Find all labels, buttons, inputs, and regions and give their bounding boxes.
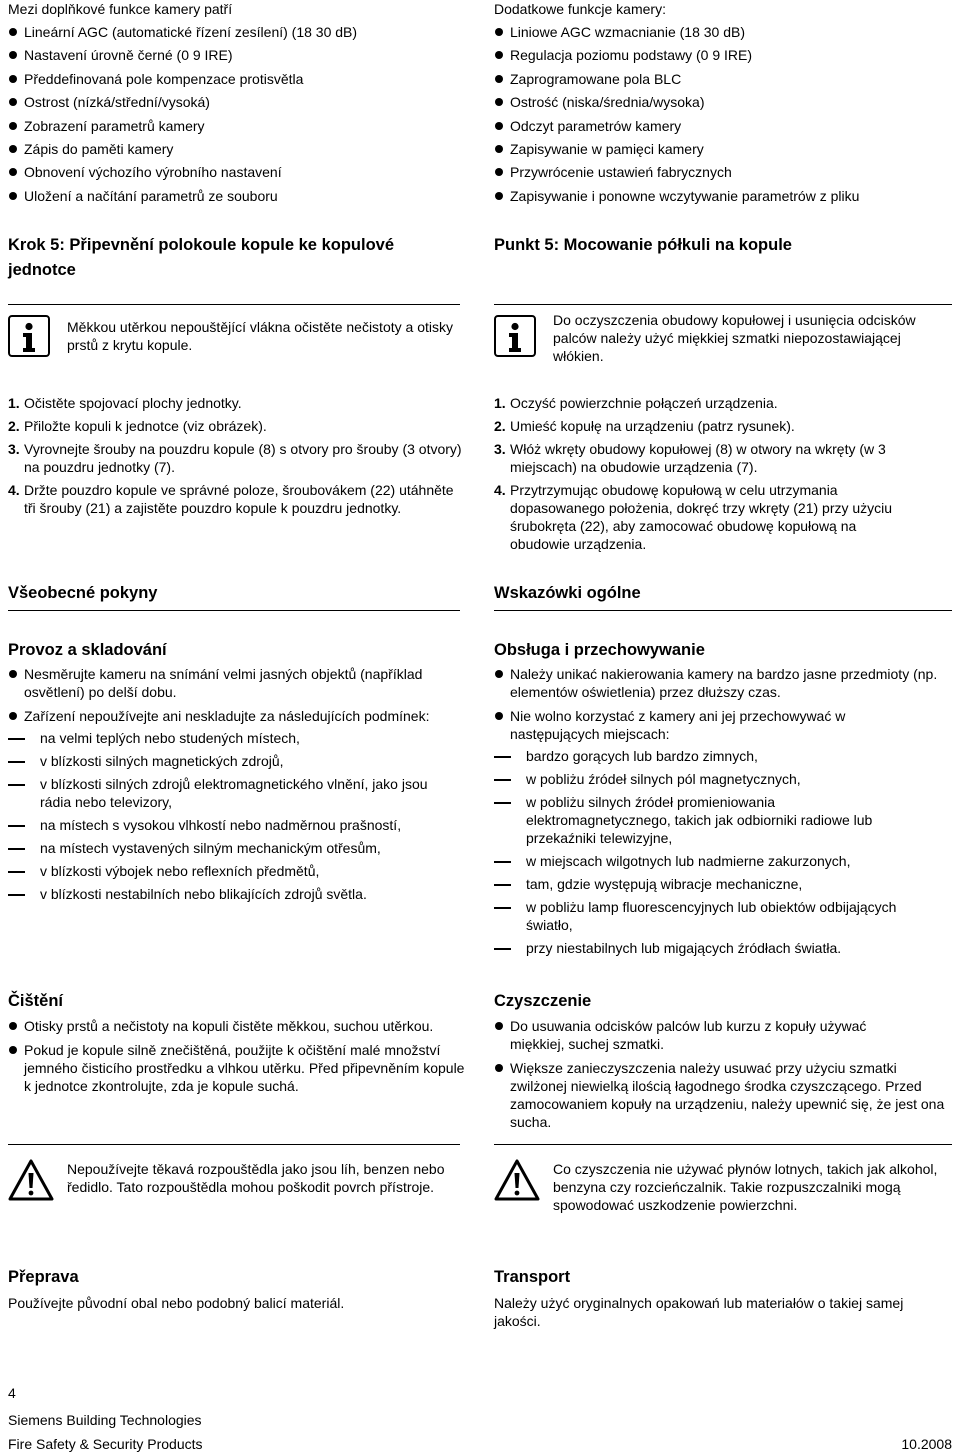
list-item: Otisky prstů a nečistoty na kopuli čistěte měkkou, suchou utěrkou. (8, 1017, 464, 1035)
list-item (8, 481, 464, 517)
list-item: Do usuwania odcisków palców lub kurzu z kopuły używać miękkiej, suchej szmatki. (494, 1017, 950, 1053)
list-item: w pobliżu źródeł silnych pól magnetycznych, (494, 770, 950, 788)
list-item: na velmi teplých nebo studených místech, (8, 729, 464, 747)
list-item: Zapisywanie i ponowne wczytywanie parametrów z pliku (494, 187, 954, 205)
footer-company: Siemens Building Technologies (8, 1412, 202, 1428)
list-item: w pobliżu silnych źródeł promieniowania elektromagnetycznego, takich jak odbiorniki radiowe lub przekaźniki telewizyjne, (494, 793, 950, 847)
list-item: Pokud je kopule silně znečištěná, použijte k očištění malé množství jemného čisticího prostředku a vlhkou utěrku. Před připevněním kopule k jednotce zkontrolujte, zda je kopule suchá. (8, 1041, 470, 1095)
list-item (8, 707, 464, 903)
divider (494, 304, 952, 305)
list-item: v blízkosti nestabilních nebo blikajících zdrojů světla. (8, 885, 464, 903)
list-item (494, 394, 950, 412)
list-item: na místech vystavených silným mechanickým otřesům, (8, 839, 464, 857)
steps-list (8, 394, 464, 517)
info-note-box (8, 315, 460, 365)
list-item (494, 481, 950, 553)
list-item (8, 440, 464, 476)
conditions-list (8, 729, 464, 903)
divider (8, 610, 460, 611)
step-number: 2. (494, 418, 506, 434)
step-number: 3. (494, 441, 506, 457)
divider (494, 610, 952, 611)
divider (494, 1144, 952, 1145)
cleaning-section (8, 1017, 464, 1101)
step-number: 4. (8, 482, 20, 498)
step-text: Očistěte spojovací plochy jednotky. (24, 395, 242, 411)
warning-note-text: Co czyszczenia nie używać płynów lotnych, takich jak alkohol, benzyna czy rozcieńczalnik. Takie rozpuszczalniki mogą spowodować uszkodzenie powierzchni. (553, 1161, 938, 1213)
list-item: Regulacja poziomu podstawy (0 9 IRE) (494, 46, 954, 64)
features-list (8, 23, 464, 205)
step-number: 1. (494, 395, 506, 411)
footer-date: 10.2008 (901, 1436, 952, 1452)
list-item (494, 707, 950, 957)
list-item: przy niestabilnych lub migających źródłach światła. (494, 939, 950, 957)
info-note-box (494, 312, 952, 369)
list-item (494, 417, 950, 435)
list-item: Uložení a načítání parametrů ze souboru (8, 187, 464, 205)
list-item: Zapisywanie w pamięci kamery (494, 140, 954, 158)
transport-heading: Transport (494, 1268, 571, 1286)
list-item-text: Nie wolno korzystać z kamery ani jej przechowywać w następujących miejscach: (510, 708, 846, 742)
features-title: Mezi doplňkové funkce kamery patří (8, 1, 233, 17)
list-item: Większe zanieczyszczenia należy usuwać przy użyciu szmatki zwilżonej niewielką ilością łagodnego środka czyszczącego. Przed zamocowaniem kopuły na urządzeniu, należy upewnić się, że jest ona sucha. (494, 1059, 950, 1131)
list-item: w miejscach wilgotnych lub nadmierne zakurzonych, (494, 852, 950, 870)
divider (8, 1144, 460, 1145)
divider (8, 304, 460, 305)
step5-heading: Punkt 5: Mocowanie półkuli na kopule (494, 236, 792, 254)
cleaning-list (494, 1017, 950, 1131)
features-list (494, 23, 954, 205)
step-text: Přiložte kopuli k jednotce (viz obrázek). (24, 418, 267, 434)
transport-text: Należy użyć oryginalnych opakowań lub materiałów o takiej samej jakości. (494, 1295, 904, 1329)
list-item-text: Zařízení nepoužívejte ani neskladujte za následujících podmínek: (24, 708, 430, 724)
list-item: Zobrazení parametrů kamery (8, 117, 464, 135)
features-section (494, 0, 954, 210)
list-item: Nesměrujte kameru na snímání velmi jasných objektů (například osvětlení) po delší dobu. (8, 665, 464, 701)
list-item: na místech s vysokou vlhkostí nebo nadměrnou prašností, (8, 816, 464, 834)
list-item (8, 417, 464, 435)
step-text: Oczyść powierzchnie połączeń urządzenia. (510, 395, 778, 411)
list-item: w pobliżu lamp fluorescencyjnych lub obiektów odbijających światło, (494, 898, 950, 934)
step-number: 1. (8, 395, 20, 411)
cleaning-heading: Čištění (8, 992, 64, 1010)
list-item: Przywrócenie ustawień fabrycznych (494, 163, 954, 181)
general-heading: Všeobecné pokyny (8, 584, 158, 602)
list-item: Nastavení úrovně černé (0 9 IRE) (8, 46, 464, 64)
list-item: Odczyt parametrów kamery (494, 117, 954, 135)
warning-icon (494, 1159, 540, 1201)
list-item: v blízkosti silných zdrojů elektromagnetického vlnění, jako jsou rádia nebo televizory, (8, 775, 464, 811)
list-item: tam, gdzie występują wibracje mechaniczne, (494, 875, 950, 893)
conditions-list (494, 747, 950, 957)
cleaning-list (8, 1017, 464, 1095)
steps-section (494, 394, 950, 558)
list-item: Ostrość (niska/średnia/wysoka) (494, 93, 954, 111)
list-item: Liniowe AGC wzmacnianie (18 30 dB) (494, 23, 954, 41)
step-number: 2. (8, 418, 20, 434)
operation-heading: Provoz a skladování (8, 641, 167, 659)
step-text: Vyrovnejte šrouby na pouzdru kopule (8) s otvory pro šrouby (3 otvory) na pouzdru jednotky (7). (24, 441, 462, 475)
warning-note-box (494, 1159, 952, 1215)
list-item: Lineární AGC (automatické řízení zesílení) (18 30 dB) (8, 23, 464, 41)
steps-section (8, 394, 464, 522)
features-title: Dodatkowe funkcje kamery: (494, 1, 666, 17)
list-item: Obnovení výchozího výrobního nastavení (8, 163, 464, 181)
transport-text: Používejte původní obal nebo podobný balicí materiál. (8, 1295, 345, 1311)
list-item (494, 440, 950, 476)
cleaning-heading: Czyszczenie (494, 992, 592, 1010)
info-note-text: Měkkou utěrkou nepouštějící vlákna očistěte nečistoty a otisky prstů z krytu kopule. (67, 319, 453, 353)
step-text: Przytrzymując obudowę kopułową w celu utrzymania dopasowanego położenia, dokręć trzy wkręty (21) przy użyciu śrubokręta (22), aby zamocować obudowę kopułową na obudowie urządzenia. (510, 482, 893, 552)
warning-note-box (8, 1159, 460, 1215)
list-item: bardzo gorących lub bardzo zimnych, (494, 747, 950, 765)
list-item: v blízkosti silných magnetických zdrojů, (8, 752, 464, 770)
info-note-text: Do oczyszczenia obudowy kopułowej i usunięcia odcisków palców należy użyć miękkiej szmatki niepozostawiającej włókien. (553, 312, 916, 364)
operation-section (8, 665, 464, 909)
list-item: Należy unikać nakierowania kamery na bardzo jasne przedmioty (np. elementów oświetlenia) przez dłuższy czas. (494, 665, 950, 701)
page-number: 4 (8, 1385, 16, 1401)
transport-heading: Přeprava (8, 1268, 79, 1286)
list-item: Předdefinovaná pole kompenzace protisvětla (8, 70, 464, 88)
list-item (8, 394, 464, 412)
cleaning-section (494, 1017, 950, 1137)
list-item: v blízkosti výbojek nebo reflexních předmětů, (8, 862, 464, 880)
step-text: Umieść kopułę na urządzeniu (patrz rysunek). (510, 418, 795, 434)
step-number: 3. (8, 441, 20, 457)
footer-division: Fire Safety & Security Products (8, 1436, 203, 1452)
operation-list (8, 665, 464, 903)
operation-heading: Obsługa i przechowywanie (494, 641, 705, 659)
step5-heading: Krok 5: Připevnění polokoule kopule ke kopulové jednotce (8, 236, 395, 279)
warning-note-text: Nepoužívejte těkavá rozpouštědla jako jsou líh, benzen nebo ředidlo. Tato rozpouštědla mohou poškodit povrch přístroje. (67, 1161, 445, 1195)
info-icon (494, 315, 536, 357)
list-item: Ostrost (nízká/střední/vysoká) (8, 93, 464, 111)
general-heading: Wskazówki ogólne (494, 584, 641, 602)
info-icon (8, 315, 50, 357)
list-item: Zaprogramowane pola BLC (494, 70, 954, 88)
list-item: Zápis do paměti kamery (8, 140, 464, 158)
step-text: Držte pouzdro kopule ve správné poloze, šroubovákem (22) utáhněte tři šrouby (21) a zajistěte pouzdro kopule k pouzdru jednotky. (24, 482, 454, 516)
step-text: Włóż wkręty obudowy kopułowej (8) w otwory na wkręty (w 3 miejscach) na obudowie urządzenia (7). (510, 441, 886, 475)
steps-list (494, 394, 950, 553)
warning-icon (8, 1159, 54, 1201)
operation-list (494, 665, 950, 957)
operation-section (494, 665, 950, 963)
step-number: 4. (494, 482, 506, 498)
features-section (8, 0, 464, 210)
